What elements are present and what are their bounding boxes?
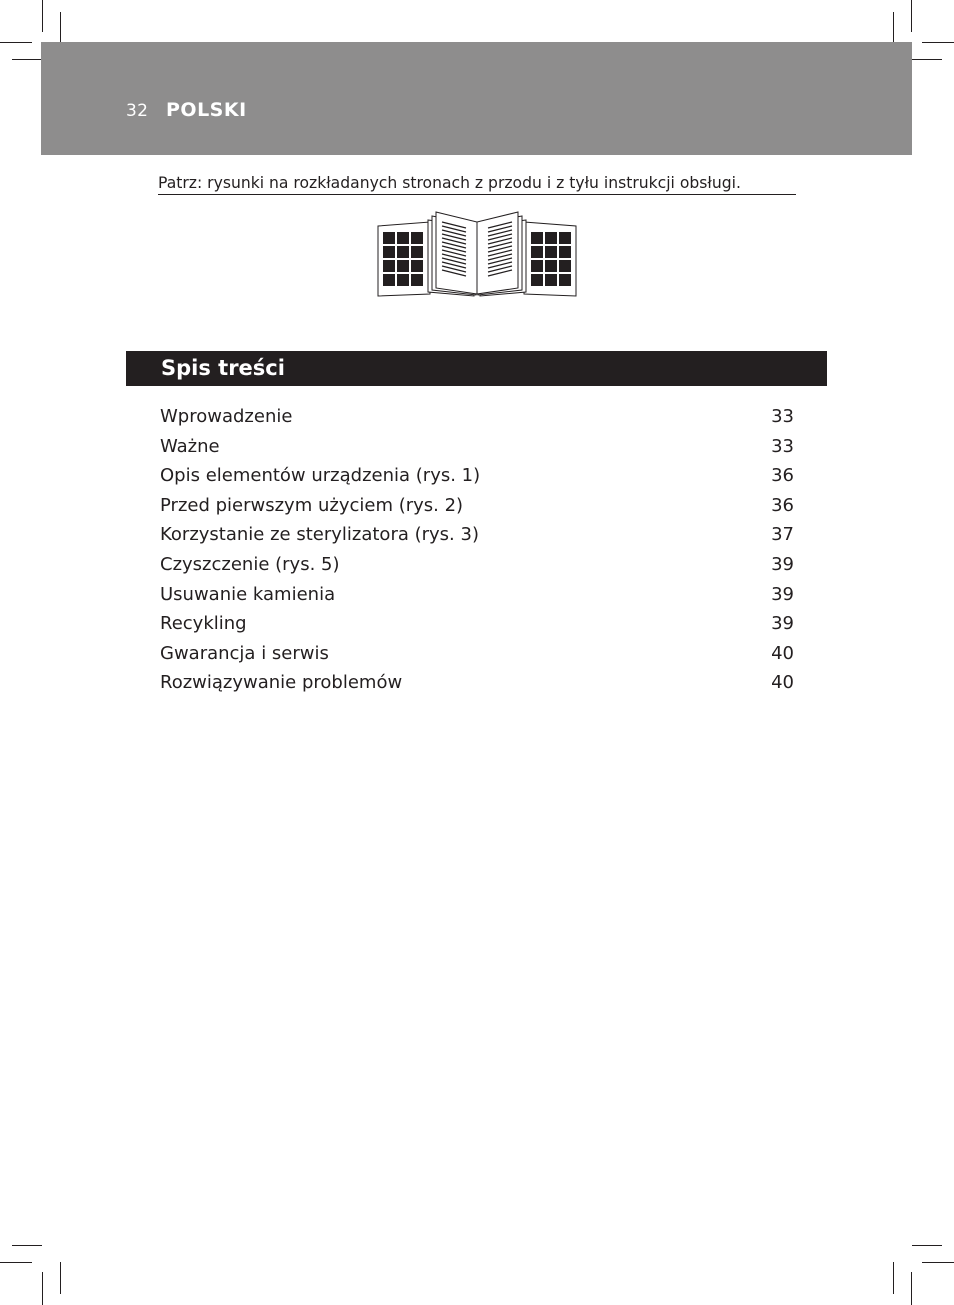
toc-entry-title: Wprowadzenie (160, 406, 293, 427)
crop-mark (912, 59, 942, 60)
toc-entry-title: Ważne (160, 435, 220, 457)
toc-entry-title: Rozwiązywanie problemów (160, 672, 403, 694)
toc-entry-page: 36 (771, 494, 794, 516)
toc-entry[interactable] (160, 609, 794, 639)
toc-entry[interactable] (160, 461, 794, 491)
crop-mark (893, 1262, 894, 1294)
toc-entry-page: 39 (771, 553, 794, 575)
crop-mark (0, 42, 32, 43)
toc-heading-bar (126, 351, 827, 386)
toc-entry[interactable] (160, 550, 794, 580)
toc-entry-page: 40 (771, 672, 794, 694)
toc-entry-page: 33 (771, 435, 794, 457)
toc-entry[interactable] (160, 639, 794, 669)
crop-mark (911, 1272, 912, 1305)
crop-mark (42, 1272, 43, 1305)
crop-mark (60, 12, 61, 44)
open-book-with-grids-icon (376, 208, 578, 298)
crop-mark (922, 42, 954, 43)
crop-mark (922, 1262, 954, 1263)
toc-entry[interactable] (160, 668, 794, 698)
toc-entry-title: Gwarancja i serwis (160, 642, 329, 664)
figure-note: Patrz: rysunki na rozkładanych stronach z przodu i z tyłu instrukcji obsługi. (158, 173, 796, 195)
crop-mark (893, 12, 894, 44)
crop-mark (60, 1262, 61, 1294)
toc-entry-page: 37 (771, 524, 794, 546)
toc-entry-title: Recykling (160, 613, 247, 635)
toc-entry[interactable] (160, 402, 794, 432)
toc-entry-page: 39 (771, 583, 794, 605)
toc-entry-page: 36 (771, 465, 794, 487)
crop-mark (912, 1245, 942, 1246)
page-number: 32 (126, 101, 149, 121)
crop-mark (0, 1262, 32, 1263)
toc-entry[interactable] (160, 520, 794, 550)
toc-entry-title: Przed pierwszym użyciem (rys. 2) (160, 494, 464, 516)
toc-entry-title: Czyszczenie (rys. 5) (160, 553, 340, 575)
toc-entry-page: 33 (771, 406, 794, 427)
crop-mark (12, 1245, 42, 1246)
toc-entry-page: 39 (771, 613, 794, 635)
language-label: POLSKI (166, 99, 247, 121)
toc-list (160, 402, 794, 698)
toc-entry-title: Korzystanie ze sterylizatora (rys. 3) (160, 524, 479, 546)
toc-entry-page: 40 (771, 642, 794, 664)
crop-mark (42, 0, 43, 32)
toc-heading: Spis treści (161, 356, 285, 380)
toc-entry-title: Opis elementów urządzenia (rys. 1) (160, 465, 481, 487)
toc-entry-title: Usuwanie kamienia (160, 583, 336, 605)
crop-mark (12, 59, 42, 60)
toc-entry[interactable] (160, 432, 794, 462)
crop-mark (911, 0, 912, 32)
toc-entry[interactable] (160, 491, 794, 521)
toc-entry[interactable] (160, 580, 794, 610)
